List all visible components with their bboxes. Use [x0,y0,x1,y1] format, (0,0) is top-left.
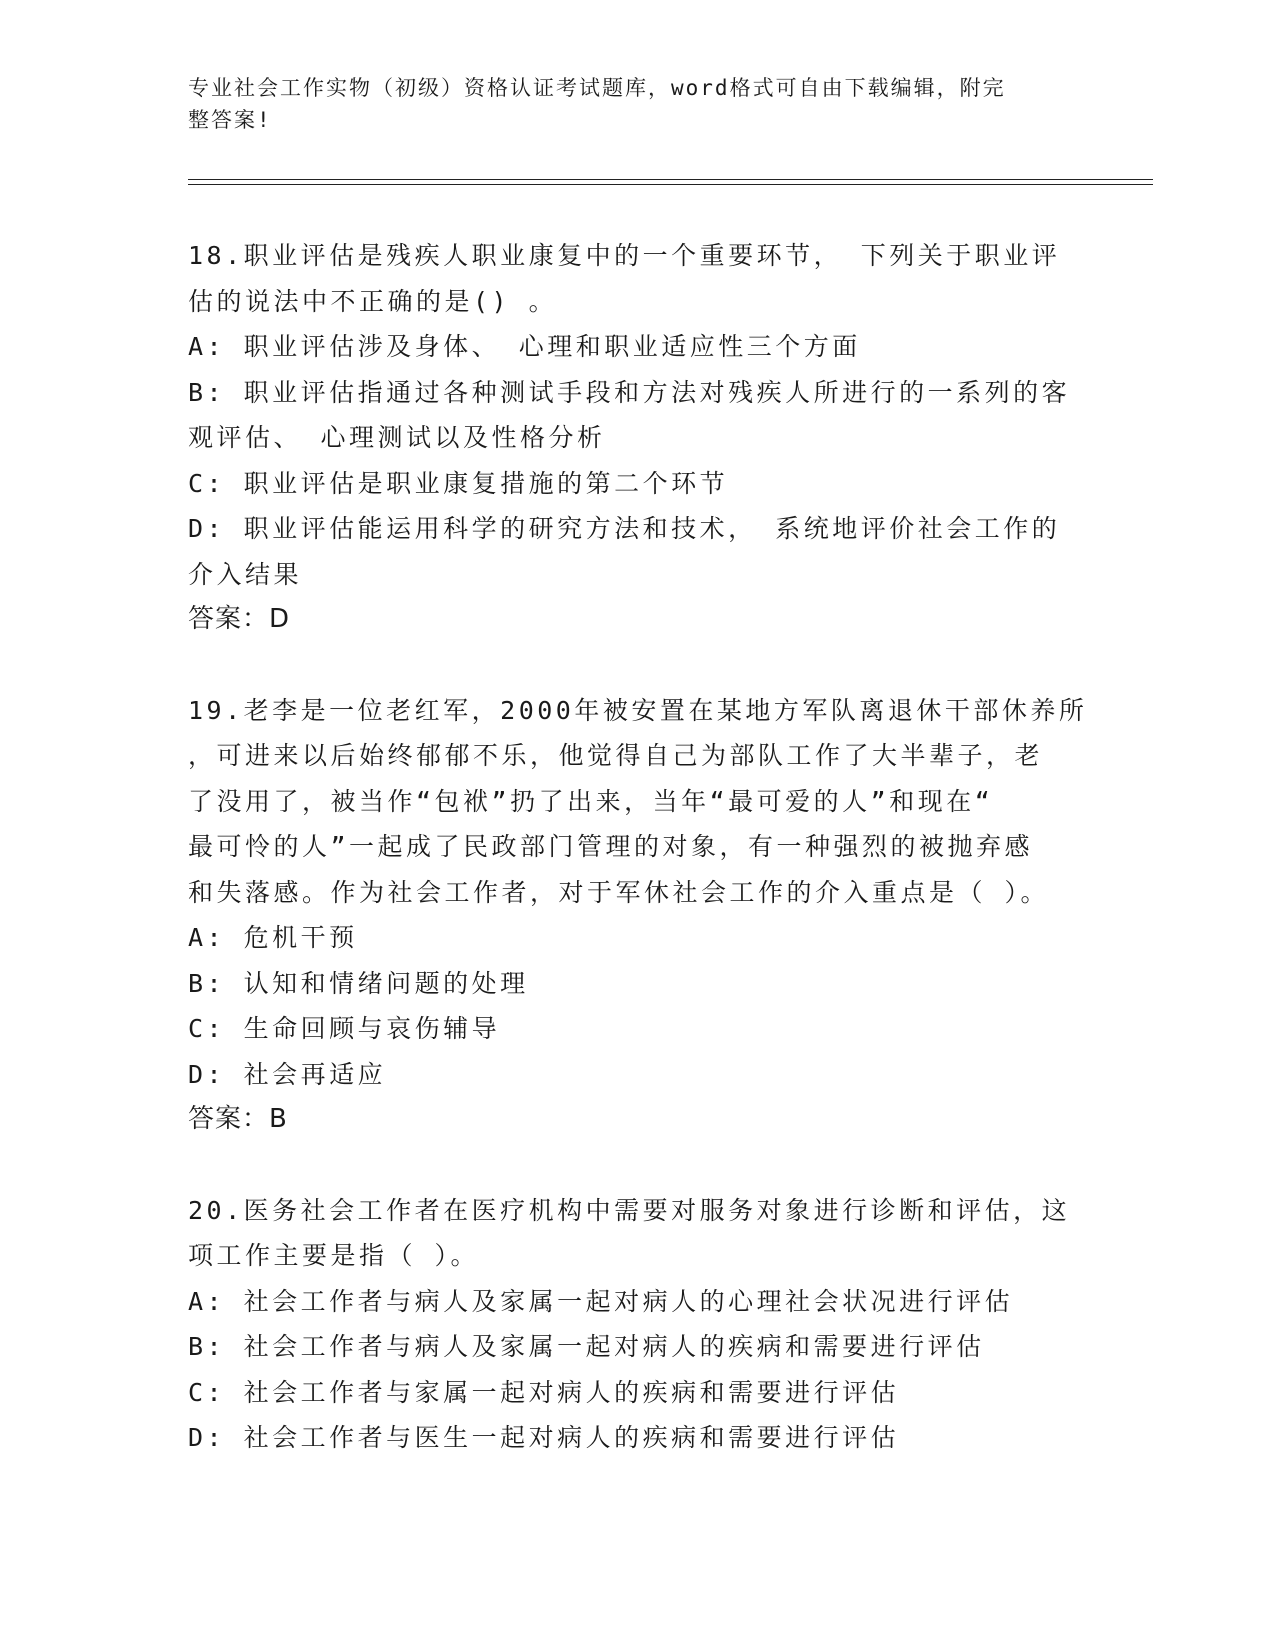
option-d: D: 职业评估能运用科学的研究方法和技术， 系统地评价社会工作的 [188,514,1061,543]
question-stem-line: 了没用了，被当作“包袱”扔了出来，当年“最可爱的人”和现在“ [188,786,994,816]
answer-line: 答案：D [188,604,291,634]
option-d: D: 社会工作者与医生一起对病人的疾病和需要进行评估 [188,1423,900,1452]
option-c: C: 生命回顾与哀伤辅导 [188,1014,501,1043]
option-b-continued: 观评估、 心理测试以及性格分析 [188,423,606,452]
question-20 [188,1188,1088,1461]
option-a: A: 危机干预 [188,923,358,952]
option-d: D: 社会再适应 [188,1059,387,1089]
question-stem-line: 最可怜的人”一起成了民政部门管理的对象，有一种强烈的被抛弃感 [188,832,1034,861]
header-line-2: 整答案! [188,108,272,132]
document-header [188,72,1068,136]
header-line-1: 专业社会工作实物（初级）资格认证考试题库，word格式可自由下载编辑，附完 [188,76,1006,100]
header-divider-bottom [188,184,1153,185]
option-a: A: 职业评估涉及身体、 心理和职业适应性三个方面 [188,332,861,361]
option-c: C: 社会工作者与家属一起对病人的疾病和需要进行评估 [188,1377,900,1407]
option-b: B: 社会工作者与病人及家属一起对病人的疾病和需要进行评估 [188,1332,985,1361]
question-stem-line: 19.老李是一位老红军，2000年被安置在某地方军队离退休干部休养所 [188,695,1088,725]
question-list [188,233,1088,1461]
question-stem-line: 20.医务社会工作者在医疗机构中需要对服务对象进行诊断和评估，这 [188,1195,1071,1225]
question-19 [188,688,1088,1143]
option-d-continued: 介入结果 [188,559,303,589]
question-stem-line: 估的说法中不正确的是() 。 [188,286,558,316]
header-divider-top [188,179,1153,180]
option-c: C: 职业评估是职业康复措施的第二个环节 [188,468,729,498]
option-b: B: 认知和情绪问题的处理 [188,968,529,998]
question-18 [188,233,1088,643]
question-stem-line: 项工作主要是指（ ）。 [188,1241,480,1270]
question-stem-line: 和失落感。作为社会工作者，对于军休社会工作的介入重点是（ ）。 [188,877,1050,907]
question-stem-line: ，可进来以后始终郁郁不乐，他觉得自己为部队工作了大半辈子，老 [188,741,1044,770]
option-b: B: 职业评估指通过各种测试手段和方法对残疾人所进行的一系列的客 [188,377,1071,407]
answer-line: 答案：B [188,1104,288,1134]
question-stem-line: 18.职业评估是残疾人职业康复中的一个重要环节， 下列关于职业评 [188,241,1061,270]
spacer [188,643,1088,688]
option-a: A: 社会工作者与病人及家属一起对病人的心理社会状况进行评估 [188,1286,1014,1316]
spacer [188,1143,1088,1188]
